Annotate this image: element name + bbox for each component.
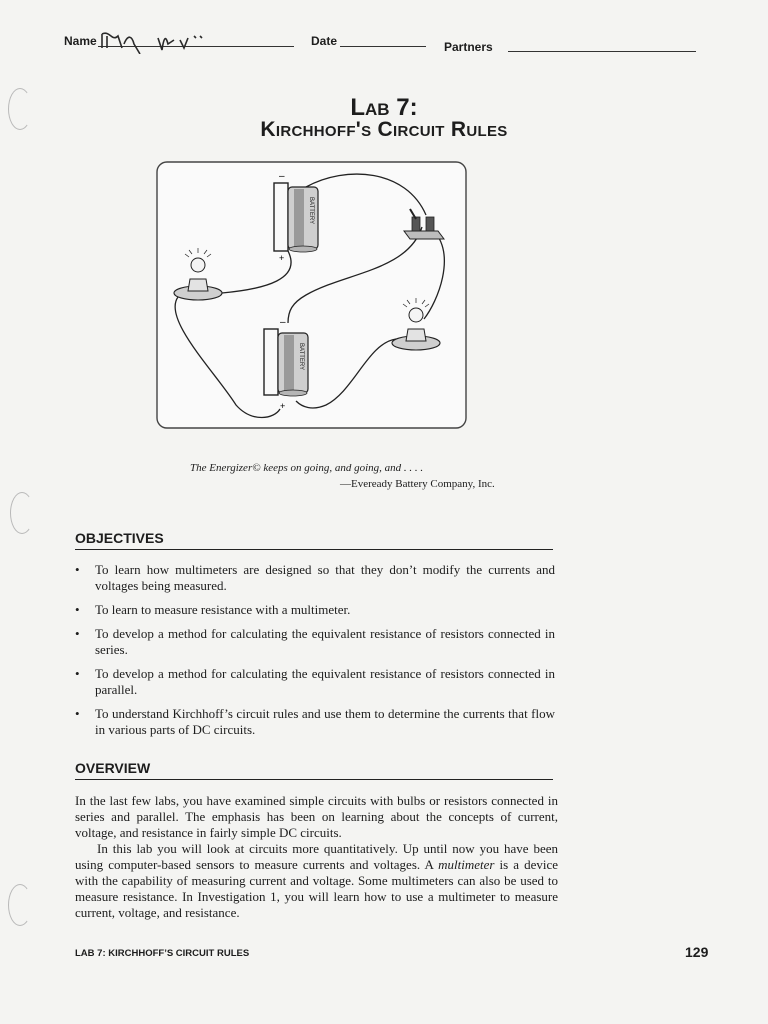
objectives-heading: OBJECTIVES [75, 530, 553, 550]
lab-title: Kirchhoff's Circuit Rules [260, 118, 508, 141]
bullet-icon: • [75, 666, 80, 681]
list-item: • To develop a method for calculating the equivalent resistance of resistors connected in series. [75, 626, 555, 657]
overview-paragraph-1: In the last few labs, you have examined simple circuits with bulbs or resistors connected in series and parallel. The emphasis has been on learning about the concepts of current, voltage, and resistance in fairly simple DC circuits. [75, 793, 558, 840]
epigraph-attribution: —Eveready Battery Company, Inc. [340, 478, 495, 490]
battery-bottom-plus: + [280, 401, 286, 411]
overview-body [75, 793, 558, 921]
punch-hole-bottom [8, 884, 32, 926]
circuit-illustration [156, 161, 467, 429]
epigraph-quote: The Energizer© keeps on going, and going, and . . . . [190, 462, 424, 474]
bullet-icon: • [75, 602, 80, 617]
bullet-icon: • [75, 706, 80, 721]
name-label: Name [64, 34, 97, 48]
overview-paragraph-2: In this lab you will look at circuits more quantitatively. Up until now you have been using computer-based sensors to measure currents and voltages. A multimeter is a device with the capability of measuring current and voltage. Some multimeters can also be used to measure resistance. In Investigation 1, you will learn how to use a multimeter to measure current, voltage, and resistance. [75, 841, 558, 920]
multimeter-term: multimeter [438, 857, 495, 872]
battery-bottom-minus: – [280, 317, 286, 328]
list-item: • To understand Kirchhoff’s circuit rules and use them to determine the currents that flow in various parts of DC circuits. [75, 706, 555, 737]
overview-heading: OVERVIEW [75, 760, 553, 780]
lab-number: Lab 7: [350, 94, 418, 121]
page-number: 129 [685, 944, 709, 960]
list-item: • To develop a method for calculating the equivalent resistance of resistors connected in parallel. [75, 666, 555, 697]
handwritten-name [98, 28, 208, 54]
objectives-list [75, 562, 555, 746]
partners-label: Partners [444, 40, 493, 54]
running-footer-title: LAB 7: KIRCHHOFF’S CIRCUIT RULES [75, 948, 250, 959]
bullet-icon: • [75, 562, 80, 577]
battery-top-label: BATTERY [308, 197, 314, 225]
bullet-icon: • [75, 626, 80, 641]
list-item: • To learn to measure resistance with a multimeter. [75, 602, 351, 617]
battery-bottom-label: BATTERY [298, 343, 304, 371]
battery-top-minus: – [279, 171, 285, 182]
battery-top-plus: + [279, 253, 285, 263]
list-item: • To learn how multimeters are designed so that they don’t modify the currents and voltages being measured. [75, 562, 555, 593]
punch-hole-middle [10, 492, 34, 534]
partners-field[interactable] [508, 51, 696, 52]
date-label: Date [311, 34, 338, 48]
date-field[interactable] [340, 46, 426, 47]
